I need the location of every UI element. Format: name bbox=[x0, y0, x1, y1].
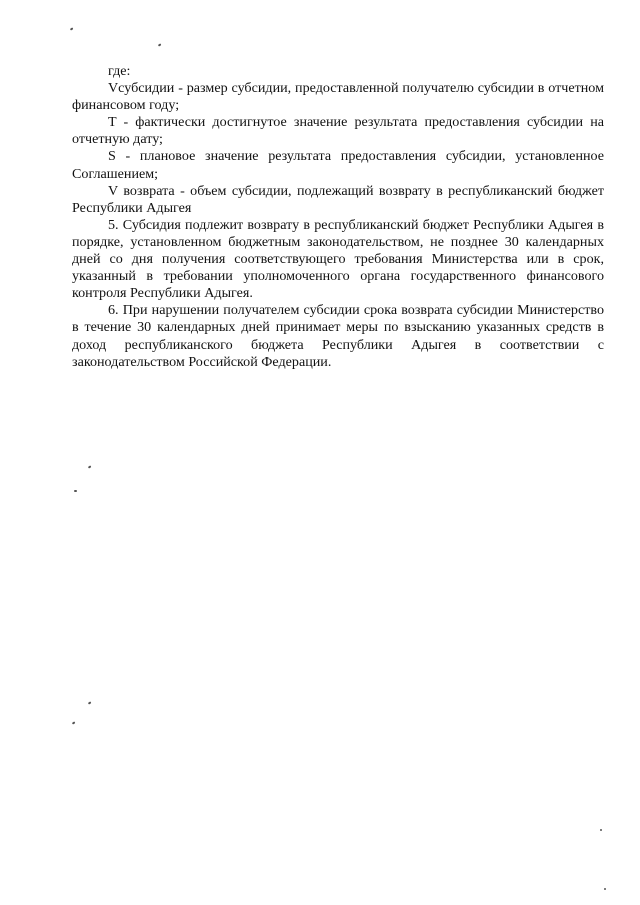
scan-speck bbox=[88, 465, 91, 468]
scan-speck bbox=[74, 490, 77, 492]
paragraph-item-5: 5. Субсидия подлежит возврату в республиканский бюджет Республики Адыгея в порядке, установленном бюджетным законодательством, не позднее 30 календарных дней со дня получения соответствующего требования Министерства или в срок, указанный в требовании уполномоченного органа государственного финансового контроля Республики Адыгея. bbox=[72, 216, 604, 302]
paragraph-where: где: bbox=[108, 63, 131, 79]
scan-speck bbox=[72, 721, 75, 724]
document-body bbox=[72, 63, 604, 371]
scan-speck bbox=[88, 701, 91, 704]
paragraph-t-definition: T - фактически достигнутое значение результата предоставления субсидии на отчетную дату; bbox=[72, 114, 604, 148]
scan-speck bbox=[70, 27, 73, 30]
scan-speck bbox=[604, 888, 606, 890]
paragraph-s-definition: S - плановое значение результата предоставления субсидии, установленное Соглашением; bbox=[72, 148, 604, 182]
paragraph-v-return: V возврата - объем субсидии, подлежащий возврату в республиканский бюджет Республики Адыгея bbox=[72, 182, 604, 216]
paragraph-v-subsidy: Vсубсидии - размер субсидии, предоставленной получателю субсидии в отчетном финансовом году; bbox=[72, 80, 604, 114]
scan-speck bbox=[158, 43, 161, 46]
scan-speck bbox=[600, 829, 602, 831]
paragraph-item-6: 6. При нарушении получателем субсидии срока возврата субсидии Министерство в течение 30 календарных дней принимает меры по взысканию указанных средств в доход республиканского бюджета Республики Адыгея в соответствии с законодательством Российской Федерации. bbox=[72, 302, 604, 370]
